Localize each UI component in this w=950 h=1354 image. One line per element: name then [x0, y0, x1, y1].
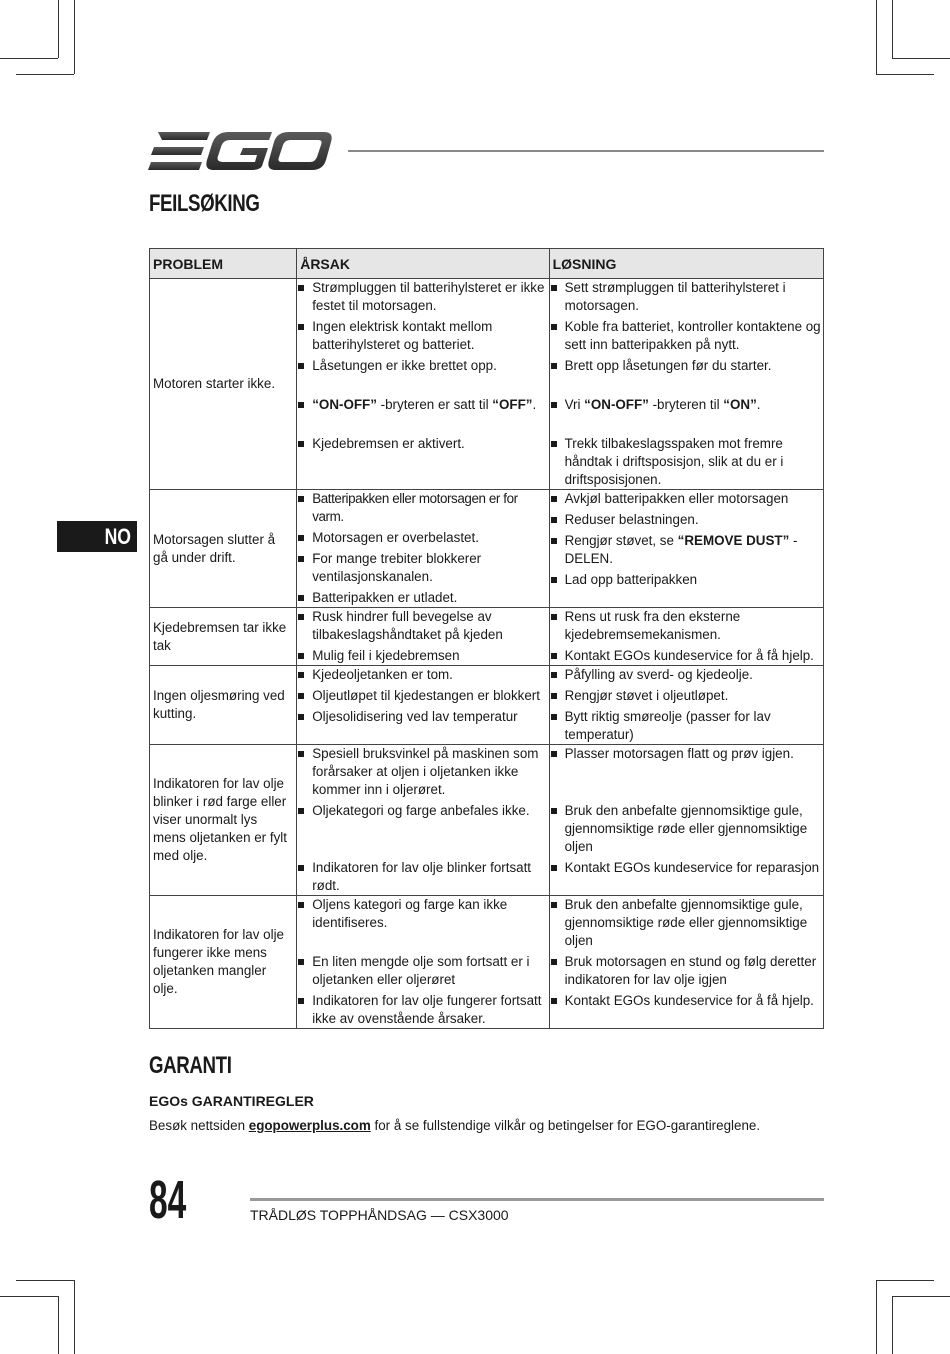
cause-item: Låsetungen er ikke brettet opp. — [297, 357, 548, 375]
ego-logo — [148, 130, 332, 172]
footer-rule — [250, 1198, 824, 1201]
crop-mark — [892, 0, 893, 58]
problem-cell: Motoren starter ikke. — [150, 279, 297, 490]
cause-item: Indikatoren for lav olje blinker fortsatt rødt. — [297, 859, 548, 895]
solution-item: Rengjør støvet i oljeutløpet. — [550, 687, 823, 705]
solution-item: Trekk tilbakeslagsspaken mot fremre håndtak i driftsposisjon, slik at du er i driftsposisjonen. — [550, 435, 823, 489]
warranty-title: GARANTI — [149, 1052, 232, 1079]
warranty-text-before: Besøk nettsiden — [149, 1118, 249, 1133]
cause-item: Spesiell bruksvinkel på maskinen som forårsaker at oljen i oljetanken ikke kommer inn i oljerøret. — [297, 745, 548, 799]
solution-item: Kontakt EGOs kundeservice for å få hjelp. — [550, 647, 823, 665]
language-label: NO — [104, 523, 131, 549]
crop-mark — [892, 1296, 950, 1297]
solution-cell — [549, 490, 823, 608]
solution-item: Bytt riktig smøreolje (passer for lav temperatur) — [550, 708, 823, 744]
warranty-text — [149, 1118, 760, 1133]
solution-item: Vri “ON-OFF” -bryteren til “ON”. — [550, 396, 823, 414]
table-row — [150, 666, 824, 745]
crop-mark — [74, 1280, 75, 1354]
cause-cell — [297, 490, 549, 608]
solution-item: Kontakt EGOs kundeservice for reparasjon — [550, 859, 823, 877]
crop-mark — [16, 1280, 74, 1281]
crop-mark — [876, 1280, 877, 1354]
troubleshooting-title: FEILSØKING — [149, 190, 260, 217]
solution-cell — [549, 745, 823, 896]
cause-item: Rusk hindrer full bevegelse av tilbakeslagshåndtaket på kjeden — [297, 608, 548, 644]
cause-item: Kjedeoljetanken er tom. — [297, 666, 548, 684]
crop-mark — [892, 1296, 893, 1354]
table-header-row — [150, 249, 824, 279]
cause-item: Ingen elektrisk kontakt mellom batterihylsteret og batteriet. — [297, 318, 548, 354]
crop-mark — [876, 1280, 934, 1281]
cause-item: Kjedebremsen er aktivert. — [297, 435, 548, 453]
cause-item: Oljens kategori og farge kan ikke identifiseres. — [297, 896, 548, 932]
problem-cell: Motorsagen slutter å gå under drift. — [150, 490, 297, 608]
crop-mark — [74, 0, 75, 74]
table-row — [150, 608, 824, 666]
solution-item: Reduser belastningen. — [550, 511, 823, 529]
solution-item: Bruk motorsagen en stund og følg deretter indikatoren for lav olje igjen — [550, 953, 823, 989]
solution-cell — [549, 608, 823, 666]
language-tab — [57, 521, 137, 552]
cause-item: Indikatoren for lav olje fungerer fortsatt ikke av ovenstående årsaker. — [297, 992, 548, 1028]
solution-item: Påfylling av sverd- og kjedeolje. — [550, 666, 823, 684]
solution-item: Kontakt EGOs kundeservice for å få hjelp. — [550, 992, 823, 1010]
solution-item: Brett opp låsetungen før du starter. — [550, 357, 823, 375]
cause-item: Oljeutløpet til kjedestangen er blokkert — [297, 687, 548, 705]
cause-cell — [297, 745, 549, 896]
footer-product: TRÅDLØS TOPPHÅNDSAG — CSX3000 — [250, 1207, 509, 1223]
header-cause: ÅRSAK — [297, 249, 549, 279]
problem-cell: Kjedebremsen tar ikke tak — [150, 608, 297, 666]
crop-mark — [58, 0, 59, 58]
solution-item: Lad opp batteripakken — [550, 571, 823, 589]
crop-mark — [876, 74, 934, 75]
crop-mark — [16, 74, 74, 75]
crop-mark — [876, 0, 877, 74]
cause-item: En liten mengde olje som fortsatt er i oljetanken eller oljerøret — [297, 953, 548, 989]
cause-item: Mulig feil i kjedebremsen — [297, 647, 548, 665]
solution-item: Rengjør støvet, se “REMOVE DUST” -DELEN. — [550, 532, 823, 568]
table-row — [150, 745, 824, 896]
solution-item: Plasser motorsagen flatt og prøv igjen. — [550, 745, 823, 763]
table-row — [150, 490, 824, 608]
warranty-link[interactable]: egopowerplus.com — [248, 1118, 371, 1133]
cause-item: Batteripakken er utladet. — [297, 589, 548, 607]
warranty-text-after: for å se fullstendige vilkår og betingelser for EGO-garantireglene. — [370, 1118, 761, 1133]
header-rule — [348, 150, 824, 152]
cause-item: Oljesolidisering ved lav temperatur — [297, 708, 548, 726]
solution-item: Sett strømpluggen til batterihylsteret i motorsagen. — [550, 279, 823, 315]
cause-item: Motorsagen er overbelastet. — [297, 529, 548, 547]
solution-item: Rens ut rusk fra den eksterne kjedebremsemekanismen. — [550, 608, 823, 644]
cause-item: For mange trebiter blokkerer ventilasjonskanalen. — [297, 550, 548, 586]
problem-cell: Indikatoren for lav olje blinker i rød farge eller viser unormalt lys mens oljetanken er fylt med olje. — [150, 745, 297, 896]
solution-cell — [549, 896, 823, 1029]
cause-item: Batteripakken eller motorsagen er for varm. — [297, 490, 548, 526]
crop-mark — [0, 1296, 58, 1297]
table-row — [150, 896, 824, 1029]
cause-cell — [297, 279, 549, 490]
cause-cell — [297, 608, 549, 666]
cause-item: Strømpluggen til batterihylsteret er ikke festet til motorsagen. — [297, 279, 548, 315]
solution-item: Bruk den anbefalte gjennomsiktige gule, gjennomsiktige røde eller gjennomsiktige oljen — [550, 802, 823, 856]
cause-item: “ON-OFF” -bryteren er satt til “OFF”. — [297, 396, 548, 414]
table-row — [150, 279, 824, 490]
crop-mark — [0, 58, 58, 59]
problem-cell: Indikatoren for lav olje fungerer ikke mens oljetanken mangler olje. — [150, 896, 297, 1029]
solution-item: Bruk den anbefalte gjennomsiktige gule, gjennomsiktige røde eller gjennomsiktige oljen — [550, 896, 823, 950]
header-solution: LØSNING — [549, 249, 823, 279]
problem-cell: Ingen oljesmøring ved kutting. — [150, 666, 297, 745]
crop-mark — [58, 1296, 59, 1354]
crop-mark — [892, 58, 950, 59]
troubleshooting-table — [149, 248, 824, 1029]
cause-cell — [297, 896, 549, 1029]
solution-cell — [549, 666, 823, 745]
warranty-subtitle: EGOs GARANTIREGLER — [149, 1093, 314, 1109]
cause-cell — [297, 666, 549, 745]
cause-item: Oljekategori og farge anbefales ikke. — [297, 802, 548, 820]
solution-cell — [549, 279, 823, 490]
solution-item: Koble fra batteriet, kontroller kontaktene og sett inn batteripakken på nytt. — [550, 318, 823, 354]
page-number: 84 — [149, 1170, 187, 1230]
header-problem: PROBLEM — [150, 249, 297, 279]
solution-item: Avkjøl batteripakken eller motorsagen — [550, 490, 823, 508]
